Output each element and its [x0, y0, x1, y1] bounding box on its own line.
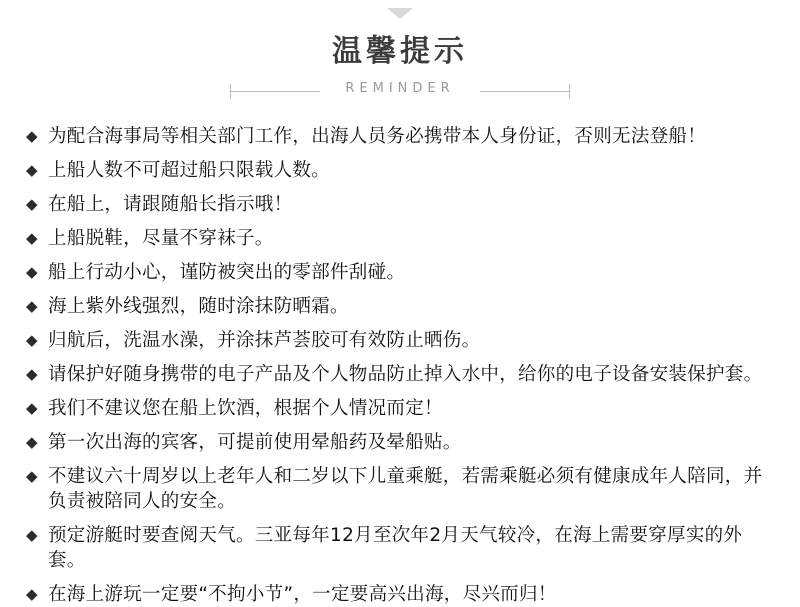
list-item: [26, 430, 770, 455]
diamond-bullet-icon: ◆: [26, 331, 38, 349]
diamond-bullet-icon: ◆: [26, 399, 38, 417]
list-item-text: 在船上，请跟随船长指示哦！: [48, 194, 293, 215]
list-item-text: 船上行动小心，谨防被突出的零部件刮碰。: [48, 262, 406, 283]
diamond-bullet-icon: ◆: [26, 127, 38, 145]
list-item: [26, 523, 770, 573]
list-item-text: 请保护好随身携带的电子产品及个人物品防止掉入水中，给你的电子设备安装保护套。: [48, 364, 763, 385]
diamond-bullet-icon: ◆: [26, 467, 38, 485]
list-item: [26, 124, 770, 149]
diamond-bullet-icon: ◆: [26, 229, 38, 247]
page-subtitle: REMINDER: [345, 81, 455, 96]
list-item: [26, 464, 770, 514]
diamond-bullet-icon: ◆: [26, 585, 38, 603]
list-item-text: 在海上游玩一定要“不拘小节”，一定要高兴出海，尽兴而归！: [48, 584, 557, 605]
page-header: [0, 0, 800, 102]
list-item: [26, 582, 770, 607]
list-item-text: 第一次出海的宾客，可提前使用晕船药及晕船贴。: [48, 432, 462, 453]
diamond-bullet-icon: ◆: [26, 433, 38, 451]
list-item-text: 我们不建议您在船上饮酒，根据个人情况而定！: [48, 398, 443, 419]
list-item: [26, 294, 770, 319]
list-item: [26, 328, 770, 353]
list-item-text: 不建议六十周岁以上老年人和二岁以下儿童乘艇，若需乘艇必须有健康成年人陪同，并负责被陪同人的安全。: [48, 466, 763, 512]
diamond-bullet-icon: ◆: [26, 195, 38, 213]
diamond-bullet-icon: ◆: [26, 365, 38, 383]
list-item-text: 上船脱鞋，尽量不穿袜子。: [48, 228, 274, 249]
triangle-down-icon: [387, 8, 413, 19]
diamond-bullet-icon: ◆: [26, 297, 38, 315]
list-item: [26, 192, 770, 217]
list-item-text: 上船人数不可超过船只限载人数。: [48, 160, 331, 181]
page-title: 温馨提示: [332, 34, 468, 69]
subtitle-decoration: [230, 80, 570, 102]
diamond-bullet-icon: ◆: [26, 161, 38, 179]
list-item-text: 为配合海事局等相关部门工作，出海人员务必携带本人身份证，否则无法登船！: [48, 126, 707, 147]
list-item: [26, 396, 770, 421]
list-item-text: 预定游艇时要查阅天气。三亚每年12月至次年2月天气较冷，在海上需要穿厚实的外套。: [48, 525, 743, 571]
list-item: [26, 260, 770, 285]
diamond-bullet-icon: ◆: [26, 526, 38, 544]
diamond-bullet-icon: ◆: [26, 263, 38, 281]
list-item: [26, 158, 770, 183]
list-item: [26, 226, 770, 251]
list-item-text: 海上紫外线强烈，随时涂抹防晒霜。: [48, 296, 349, 317]
reminder-list: [0, 124, 800, 607]
list-item: [26, 362, 770, 387]
list-item-text: 归航后，洗温水澡，并涂抹芦荟胶可有效防止晒伤。: [48, 330, 481, 351]
